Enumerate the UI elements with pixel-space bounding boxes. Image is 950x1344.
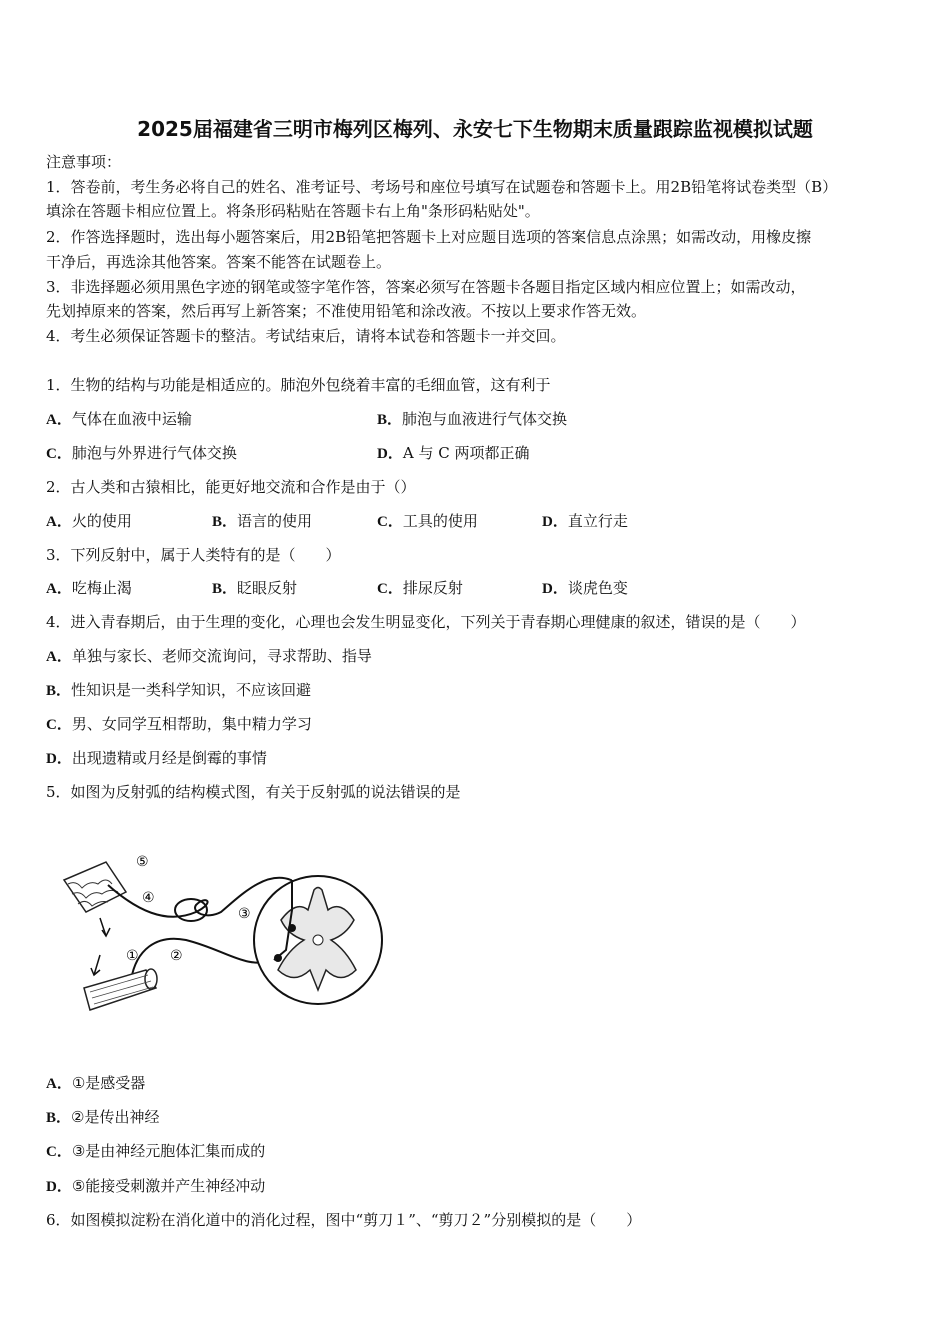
- q5-option-c[interactable]: C．③是由神经元胞体汇集而成的: [46, 1142, 266, 1160]
- q3-option-a[interactable]: A．吃梅止渴: [46, 579, 132, 597]
- q1-option-c[interactable]: C．肺泡与外界进行气体交换: [46, 444, 237, 462]
- ganglion: [175, 899, 207, 921]
- q5-option-a[interactable]: A．①是感受器: [46, 1074, 146, 1092]
- q2-option-c[interactable]: C．工具的使用: [377, 512, 478, 530]
- label-5: ⑤: [136, 854, 149, 870]
- label-2: ②: [170, 948, 183, 964]
- q4-option-d[interactable]: D．出现遗精或月经是倒霉的事情: [46, 749, 267, 767]
- notice-line: 填涂在答题卡相应位置上。将条形码粘贴在答题卡右上角"条形码粘贴处"。: [46, 202, 540, 220]
- question-5-stem: 5．如图为反射弧的结构模式图，有关于反射弧的说法错误的是: [46, 783, 461, 801]
- q2-option-a[interactable]: A．火的使用: [46, 512, 132, 530]
- notice-line: 2．作答选择题时，选出每小题答案后，用2B铅笔把答题卡上对应题目选项的答案信息点涂黑；如需改动，用橡皮擦: [46, 228, 812, 246]
- q3-option-b[interactable]: B．眨眼反射: [212, 579, 298, 597]
- page-title: 2025届福建省三明市梅列区梅列、永安七下生物期末质量跟踪监视模拟试题: [137, 117, 813, 141]
- spinal-cord: [254, 876, 382, 1004]
- question-4-stem: 4．进入青春期后，由于生理的变化，心理也会发生明显变化，下列关于青春期心理健康的叙述，错误的是（ ）: [46, 613, 806, 631]
- notice-line: 干净后，再选涂其他答案。答案不能答在试题卷上。: [46, 253, 392, 271]
- question-3-stem: 3．下列反射中，属于人类特有的是（ ）: [46, 546, 341, 564]
- q1-option-a[interactable]: A．气体在血液中运输: [46, 410, 192, 428]
- label-1: ①: [126, 948, 139, 964]
- q3-option-c[interactable]: C．排尿反射: [377, 579, 463, 597]
- q4-option-a[interactable]: A．单独与家长、老师交流询问，寻求帮助、指导: [46, 647, 372, 665]
- label-3: ③: [238, 906, 251, 922]
- notice-line: 3．非选择题必须用黑色字迹的钢笔或签字笔作答，答案必须写在答题卡各题目指定区域内相应位置上；如需改动，: [46, 278, 806, 296]
- q5-option-d[interactable]: D．⑤能接受刺激并产生神经冲动: [46, 1177, 266, 1195]
- q1-option-b[interactable]: B．肺泡与血液进行气体交换: [377, 410, 568, 428]
- reflex-arc-figure: [56, 840, 386, 1035]
- question-6-stem: 6．如图模拟淀粉在消化道中的消化过程，图中“剪刀１”、“剪刀２”分别模拟的是（ ）: [46, 1211, 642, 1229]
- q5-option-b[interactable]: B．②是传出神经: [46, 1108, 160, 1126]
- q1-option-d[interactable]: D．A 与 C 两项都正确: [377, 444, 530, 462]
- q3-option-d[interactable]: D．谈虎色变: [542, 579, 628, 597]
- notice-line: 先划掉原来的答案，然后再写上新答案；不准使用铅笔和涂改液。不按以上要求作答无效。: [46, 302, 647, 320]
- notice-line: 4．考生必须保证答题卡的整洁。考试结束后，请将本试卷和答题卡一并交回。: [46, 327, 566, 345]
- notice-heading: 注意事项：: [46, 153, 122, 171]
- question-2-stem: 2．古人类和古猿相比，能更好地交流和合作是由于（）: [46, 478, 416, 496]
- q4-option-c[interactable]: C．男、女同学互相帮助，集中精力学习: [46, 715, 312, 733]
- question-1-stem: 1．生物的结构与功能是相适应的。肺泡外包绕着丰富的毛细血管，这有利于: [46, 376, 551, 394]
- notice-line: 1．答卷前，考生务必将自己的姓名、准考证号、考场号和座位号填写在试题卷和答题卡上。用2B铅笔将试卷类型（B）: [46, 178, 838, 196]
- q2-option-b[interactable]: B．语言的使用: [212, 512, 313, 530]
- q4-option-b[interactable]: B．性知识是一类科学知识，不应该回避: [46, 681, 312, 699]
- skin-receptor: [64, 862, 126, 912]
- label-4: ④: [142, 890, 155, 906]
- q2-option-d[interactable]: D．直立行走: [542, 512, 628, 530]
